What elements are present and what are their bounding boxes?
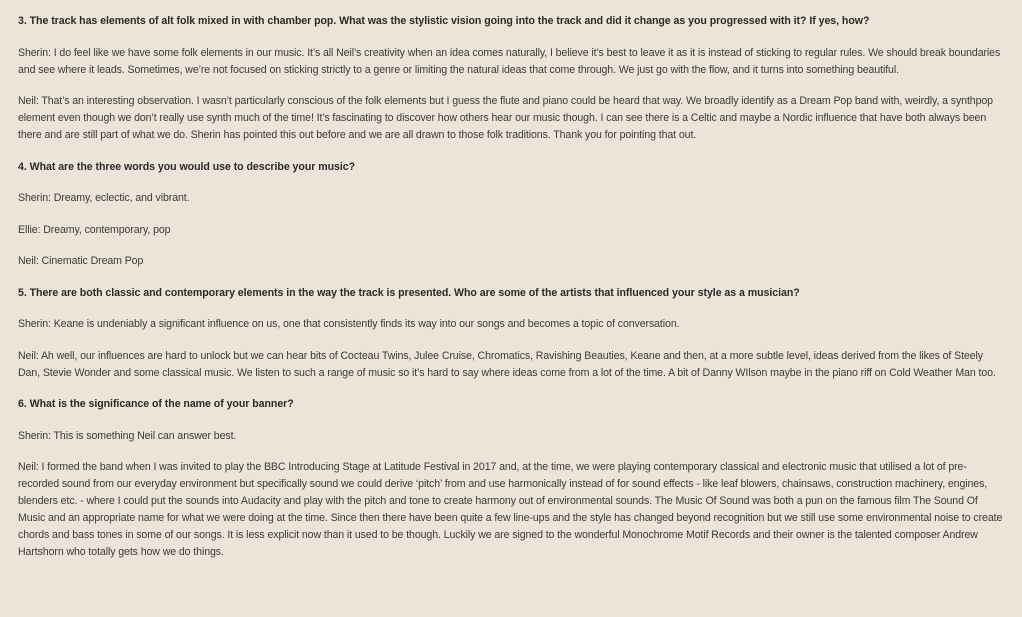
answer-text: Cinematic Dream Pop xyxy=(38,255,144,267)
speaker-name: Sherin : xyxy=(18,47,51,59)
answer-sherin xyxy=(18,190,1004,207)
question-3: 3. The track has elements of alt folk mixed in with chamber pop. What was the stylistic vision going into the track and did it change as you progressed with it? If yes, how? xyxy=(18,15,870,27)
speaker-name: Sherin : xyxy=(18,430,51,442)
speaker-name: Neil : xyxy=(18,461,39,473)
question-4: 4. What are the three words you would use to describe your music? xyxy=(18,160,355,173)
answer-text: I do feel like we have some folk elements in our music. It’s all Neil’s creativity when an idea comes naturally, I believe it’s best to leave it as it is instead of sticking to regular rules. We should break boundaries and see where it leads. Sometimes, we’re not focused on sticking strictly to a genre or limiting the natural ideas that come through. We just go with the flow, and it turns into something beautiful. xyxy=(18,46,1001,76)
speaker-name: Neil : xyxy=(18,255,39,267)
answer-text: This is something Neil can answer best. xyxy=(50,429,237,442)
answer-text: That’s an interesting observation. I wasn’t particularly conscious of the folk elements but I guess the flute and piano could be heard that way. We broadly identify as a Dream Pop band with, weirdly, a synthpop element even though we don’t really use synth much of the time! It’s fascinating to discover how others hear our music though. I can see there is a Celtic and maybe a Nordic influence that have both always been there and are still part of what we do. Sherin has pointed this out before and we are all drawn to those folk traditions. Thank you for pointing that out. xyxy=(18,95,993,141)
answer-neil xyxy=(18,93,1004,144)
speaker-name: Neil : xyxy=(18,95,39,107)
question-5: 5. There are both classic and contemporary elements in the way the track is presented. Who are some of the artists that influenced your style as a musician? xyxy=(18,286,800,299)
speaker-name: Ellie : xyxy=(18,224,40,236)
speaker-name: Sherin : xyxy=(18,318,51,330)
answer-neil xyxy=(18,253,1004,270)
answer-text: Keane is undeniably a significant influence on us, one that consistently finds its way into our songs and becomes a topic of conversation. xyxy=(50,318,680,330)
answer-sherin xyxy=(18,316,1004,333)
answer-text: Dreamy, eclectic, and vibrant. xyxy=(50,192,190,204)
answer-text: I formed the band when I was invited to play the BBC Introducing Stage at Latitude Festival in 2017 and, at the time, we were playing contemporary classical and electronic music that utilised a lot of pre-recorded sound from our everyday environment but specifically sound we could derive ‘pitch’ from and use harmonically instead of for sound effects - like leaf blowers, chainsaws, construction machinery, engines, blenders etc. - where I could put the sounds into Audacity and play with the pitch and tone to create harmony out of environmental sounds. The Music Of Sound was both a pun on the famous film The Sound Of Music and an appropriate name for what we were doing at the time. Since then there have been quite a few line-ups and the style has changed beyond recognition but we still use some environmental noise to create chords and bass tones in some of our songs. It is less explicit now than it used to be though. Luckily we are signed to the wonderful Monochrome Motif Records and their owner is the talented composer Andrew Hartshorn who totally gets how we do things. xyxy=(18,461,1003,558)
question-6: 6. What is the significance of the name of your banner? xyxy=(18,398,294,410)
answer-sherin xyxy=(18,428,1004,445)
answer-neil xyxy=(18,459,1004,561)
answer-ellie xyxy=(18,222,1004,239)
answer-text: Dreamy, contemporary, pop xyxy=(40,223,171,236)
speaker-name: Neil : xyxy=(18,350,39,362)
answer-text: Ah well, our influences are hard to unlock but we can hear bits of Cocteau Twins, Julee Cruise, Chromatics, Ravishing Beauties, Keane and then, at a more subtle level, ideas derived from the likes of Steely Dan, Stevie Wonder and some classical music. We listen to such a range of music so it’s hard to say where ideas come from a lot of the time. A bit of Danny WIlson maybe in the piano riff on Cold Weather Man too. xyxy=(18,349,996,379)
speaker-name: Sherin : xyxy=(18,192,51,204)
answer-neil xyxy=(18,348,1004,382)
answer-sherin xyxy=(18,45,1004,79)
